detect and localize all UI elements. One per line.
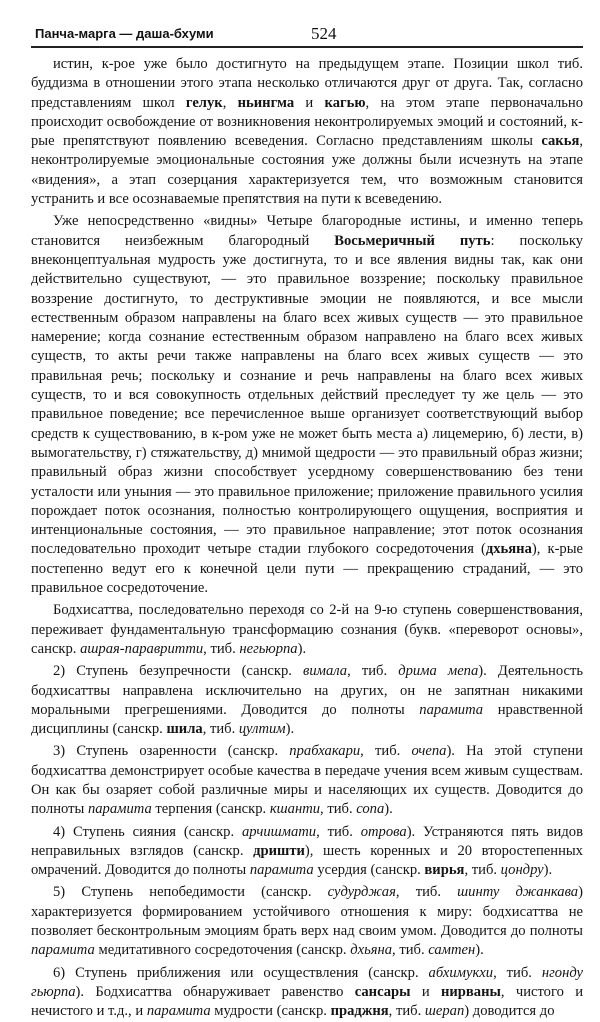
italic-term: дрима мепа: [398, 663, 479, 680]
text-run: мудрости (санскр.: [210, 1003, 331, 1020]
text-run: 6) Ступень приближения или осуществления (санскр.: [53, 964, 429, 981]
paragraph: [31, 823, 583, 881]
page-body: [31, 55, 583, 1022]
text-run: ). Деятельность бодхисаттвы направлена исключительно на других, он не запятнан никакими моральными прегрешениями. Доводится до полноты: [31, 663, 583, 718]
text-run: , тиб.: [395, 884, 458, 901]
italic-term: самтен: [428, 942, 476, 959]
bold-term: ньингма: [237, 94, 295, 111]
header-rule: [31, 46, 583, 48]
paragraph: [31, 964, 583, 1022]
text-run: , тиб.: [360, 743, 412, 760]
text-run: , тиб.: [320, 801, 357, 818]
italic-term: шерап: [424, 1003, 465, 1020]
text-run: ).: [297, 640, 307, 657]
paragraph: [31, 55, 583, 209]
italic-term: шинту джанкава: [457, 884, 579, 901]
italic-term: вимала: [303, 663, 348, 680]
text-run: 5) Ступень непобедимости (санскр.: [53, 884, 328, 901]
text-run: , на этом этапе первоначально происходит освобождение от возникновения неконтролируемых эмоций и состояний, к-рые препятствуют появлению всеведения. Согласно представлениям школы: [31, 94, 584, 150]
page-number: 524: [311, 24, 337, 43]
text-run: , чистого и нечистого и т.д., и: [31, 983, 583, 1020]
text-run: ) доводится до: [464, 1003, 555, 1020]
text-run: ), шесть коренных и 20 второстепенных омрачений. Доводится до полноты: [31, 842, 583, 879]
text-run: 4) Ступень сияния (санскр.: [53, 823, 242, 840]
bold-term: дхьяна: [485, 541, 532, 558]
text-run: , тиб.: [388, 1003, 425, 1020]
running-header: [31, 24, 583, 48]
text-run: истин, к-рое уже было достигнуто на предыдущем этапе. Позиции школ тиб. буддизма в отношении этого этапа несколько отличаются друг от друга. Так, согласно представлениям школ: [31, 56, 583, 111]
bold-term: нирваны: [440, 983, 501, 1000]
text-run: , тиб.: [493, 964, 542, 981]
italic-term: прабхакари: [289, 743, 361, 760]
text-run: : поскольку внеконцептуальная мудрость уже достигнута, то и все явления видны так, как они действительно существуют, — это правильное воззрение; поскольку правильное воззрение достигнуто, то деструктивные эмоции не появляются, и все мысли естественным образом направлены на благо всех живых существ — это правильное намерение; когда сознание естественным образом направлено на благо всех живых существ, то акты речи также направлены на благо всех живых существ — это правильная речь; поскольку и сознание и речь направлены на благо всех живых существ, то и вся совокупность отдельных действий преследует ту же цель — это правильное поведение; все перечисленное выше организует соответствующий выбор средств к существованию, в к-ром уже не может быть места а) лицемерию, б) лести, в) вымогательству, г) стяжательству, д) мнимой щедрости — это правильный образ жизни; правильный образ жизни способствует усердному совершенствованию без тени усталости или уныния — это правильное приложение; приложение правильного усилия порождает поток осознания, полностью контролирующего ощущения, восприятия и интенциональные состояния, — это правильное направление; этот поток осознания последовательно проходит четыре стадии глубокого сосредоточения (: [31, 232, 584, 558]
italic-term: парамита: [31, 942, 95, 959]
text-run: , тиб.: [464, 862, 501, 879]
italic-term: парамита: [419, 701, 484, 718]
italic-term: кшанти: [269, 801, 321, 818]
text-run: ).: [543, 862, 553, 879]
text-run: ). На этой ступени бодхисаттва демонстрирует особые качества в передаче учения всем живым существам. Он как бы озаряет собой различные миры и населяющих их существ. Доводится до полноты: [31, 743, 583, 818]
text-run: нравственной дисциплины (санскр.: [31, 701, 583, 738]
text-run: терпения (санскр.: [151, 801, 270, 818]
italic-term: ашрая-паравритти: [80, 640, 204, 657]
text-run: медитативного сосредоточения (санскр.: [94, 942, 351, 959]
italic-term: абхимукхи: [428, 964, 494, 981]
text-run: ).: [475, 942, 484, 959]
paragraph: [31, 212, 583, 598]
bold-term: вирья: [424, 862, 465, 879]
text-run: ).: [285, 721, 295, 738]
italic-term: судурджая: [327, 884, 396, 901]
text-run: и: [410, 983, 441, 1000]
italic-term: парамита: [249, 862, 314, 879]
paragraph: [31, 742, 583, 819]
italic-term: отрова: [360, 823, 407, 840]
bold-term: кагью: [324, 94, 366, 111]
paragraph: [31, 883, 583, 960]
text-run: ), к-рые постепенно ведут его к конечной цели пути — прекращению страданий, — это правильное сосредоточение.: [31, 541, 584, 597]
italic-term: парамита: [87, 801, 152, 818]
italic-term: парамита: [146, 1003, 211, 1020]
text-run: 3) Ступень озаренности (санскр.: [53, 743, 290, 760]
bold-term: дришти: [253, 842, 305, 859]
text-run: , тиб.: [316, 823, 361, 840]
italic-term: нгонду гьюрпа: [31, 964, 583, 1000]
bold-term: шила: [166, 721, 203, 738]
paragraph: [31, 662, 583, 739]
text-run: ,: [222, 94, 238, 111]
text-run: , тиб.: [202, 721, 239, 738]
bold-term: сакья: [541, 133, 580, 150]
italic-term: дхьяна: [350, 942, 393, 959]
running-title: Панча-марга — даша-бхуми: [35, 26, 214, 41]
text-run: и: [294, 94, 325, 111]
italic-term: сопа: [356, 801, 385, 818]
bold-term: праджня: [330, 1003, 389, 1020]
italic-term: цултим: [238, 721, 286, 738]
text-run: усердия (санскр.: [313, 862, 425, 879]
text-run: ). Бодхисаттва обнаруживает равенство: [75, 983, 355, 1000]
bold-term: гелук: [185, 94, 223, 111]
text-run: Бодхисаттва, последовательно переходя со 2-й на 9-ю ступень совершенствования, переживает фундаментальную трансформацию сознания (букв. «переворот основы», санскр.: [31, 602, 583, 657]
italic-term: негьюрпа: [239, 640, 298, 657]
text-run: , тиб.: [203, 640, 240, 657]
text-run: 2) Ступень безупречности (санскр.: [53, 663, 303, 680]
text-run: ) характеризуется формированием устойчивого отношения к миру: бодхисаттва не позволяет бесконтрольным эмоциям брать верх над своим умом. Доводится до полноты: [31, 884, 583, 940]
text-run: ). Устраняются пять видов неправильных взглядов (санскр.: [31, 823, 583, 859]
bold-term: сансары: [354, 983, 411, 1000]
italic-term: цондру: [500, 862, 544, 879]
bold-term: Восьмеричный путь: [334, 232, 491, 249]
text-run: , тиб.: [347, 663, 399, 680]
italic-term: арчишмати: [241, 823, 317, 840]
text-run: , неконтролируемые эмоциональные состояния уже должны были исчезнуть на этапе «видения», а этап созерцания характеризуется тем, что возможным становится устранить и все осознаваемые препятствия на пути к всеведению.: [31, 133, 583, 208]
text-run: , тиб.: [392, 942, 429, 959]
text-run: ).: [384, 801, 393, 818]
text-run: Уже непосредственно «видны» Четыре благородные истины, и именно теперь становится неизбежным благородный: [31, 213, 583, 249]
italic-term: очепа: [411, 743, 447, 760]
paragraph: [31, 601, 583, 659]
